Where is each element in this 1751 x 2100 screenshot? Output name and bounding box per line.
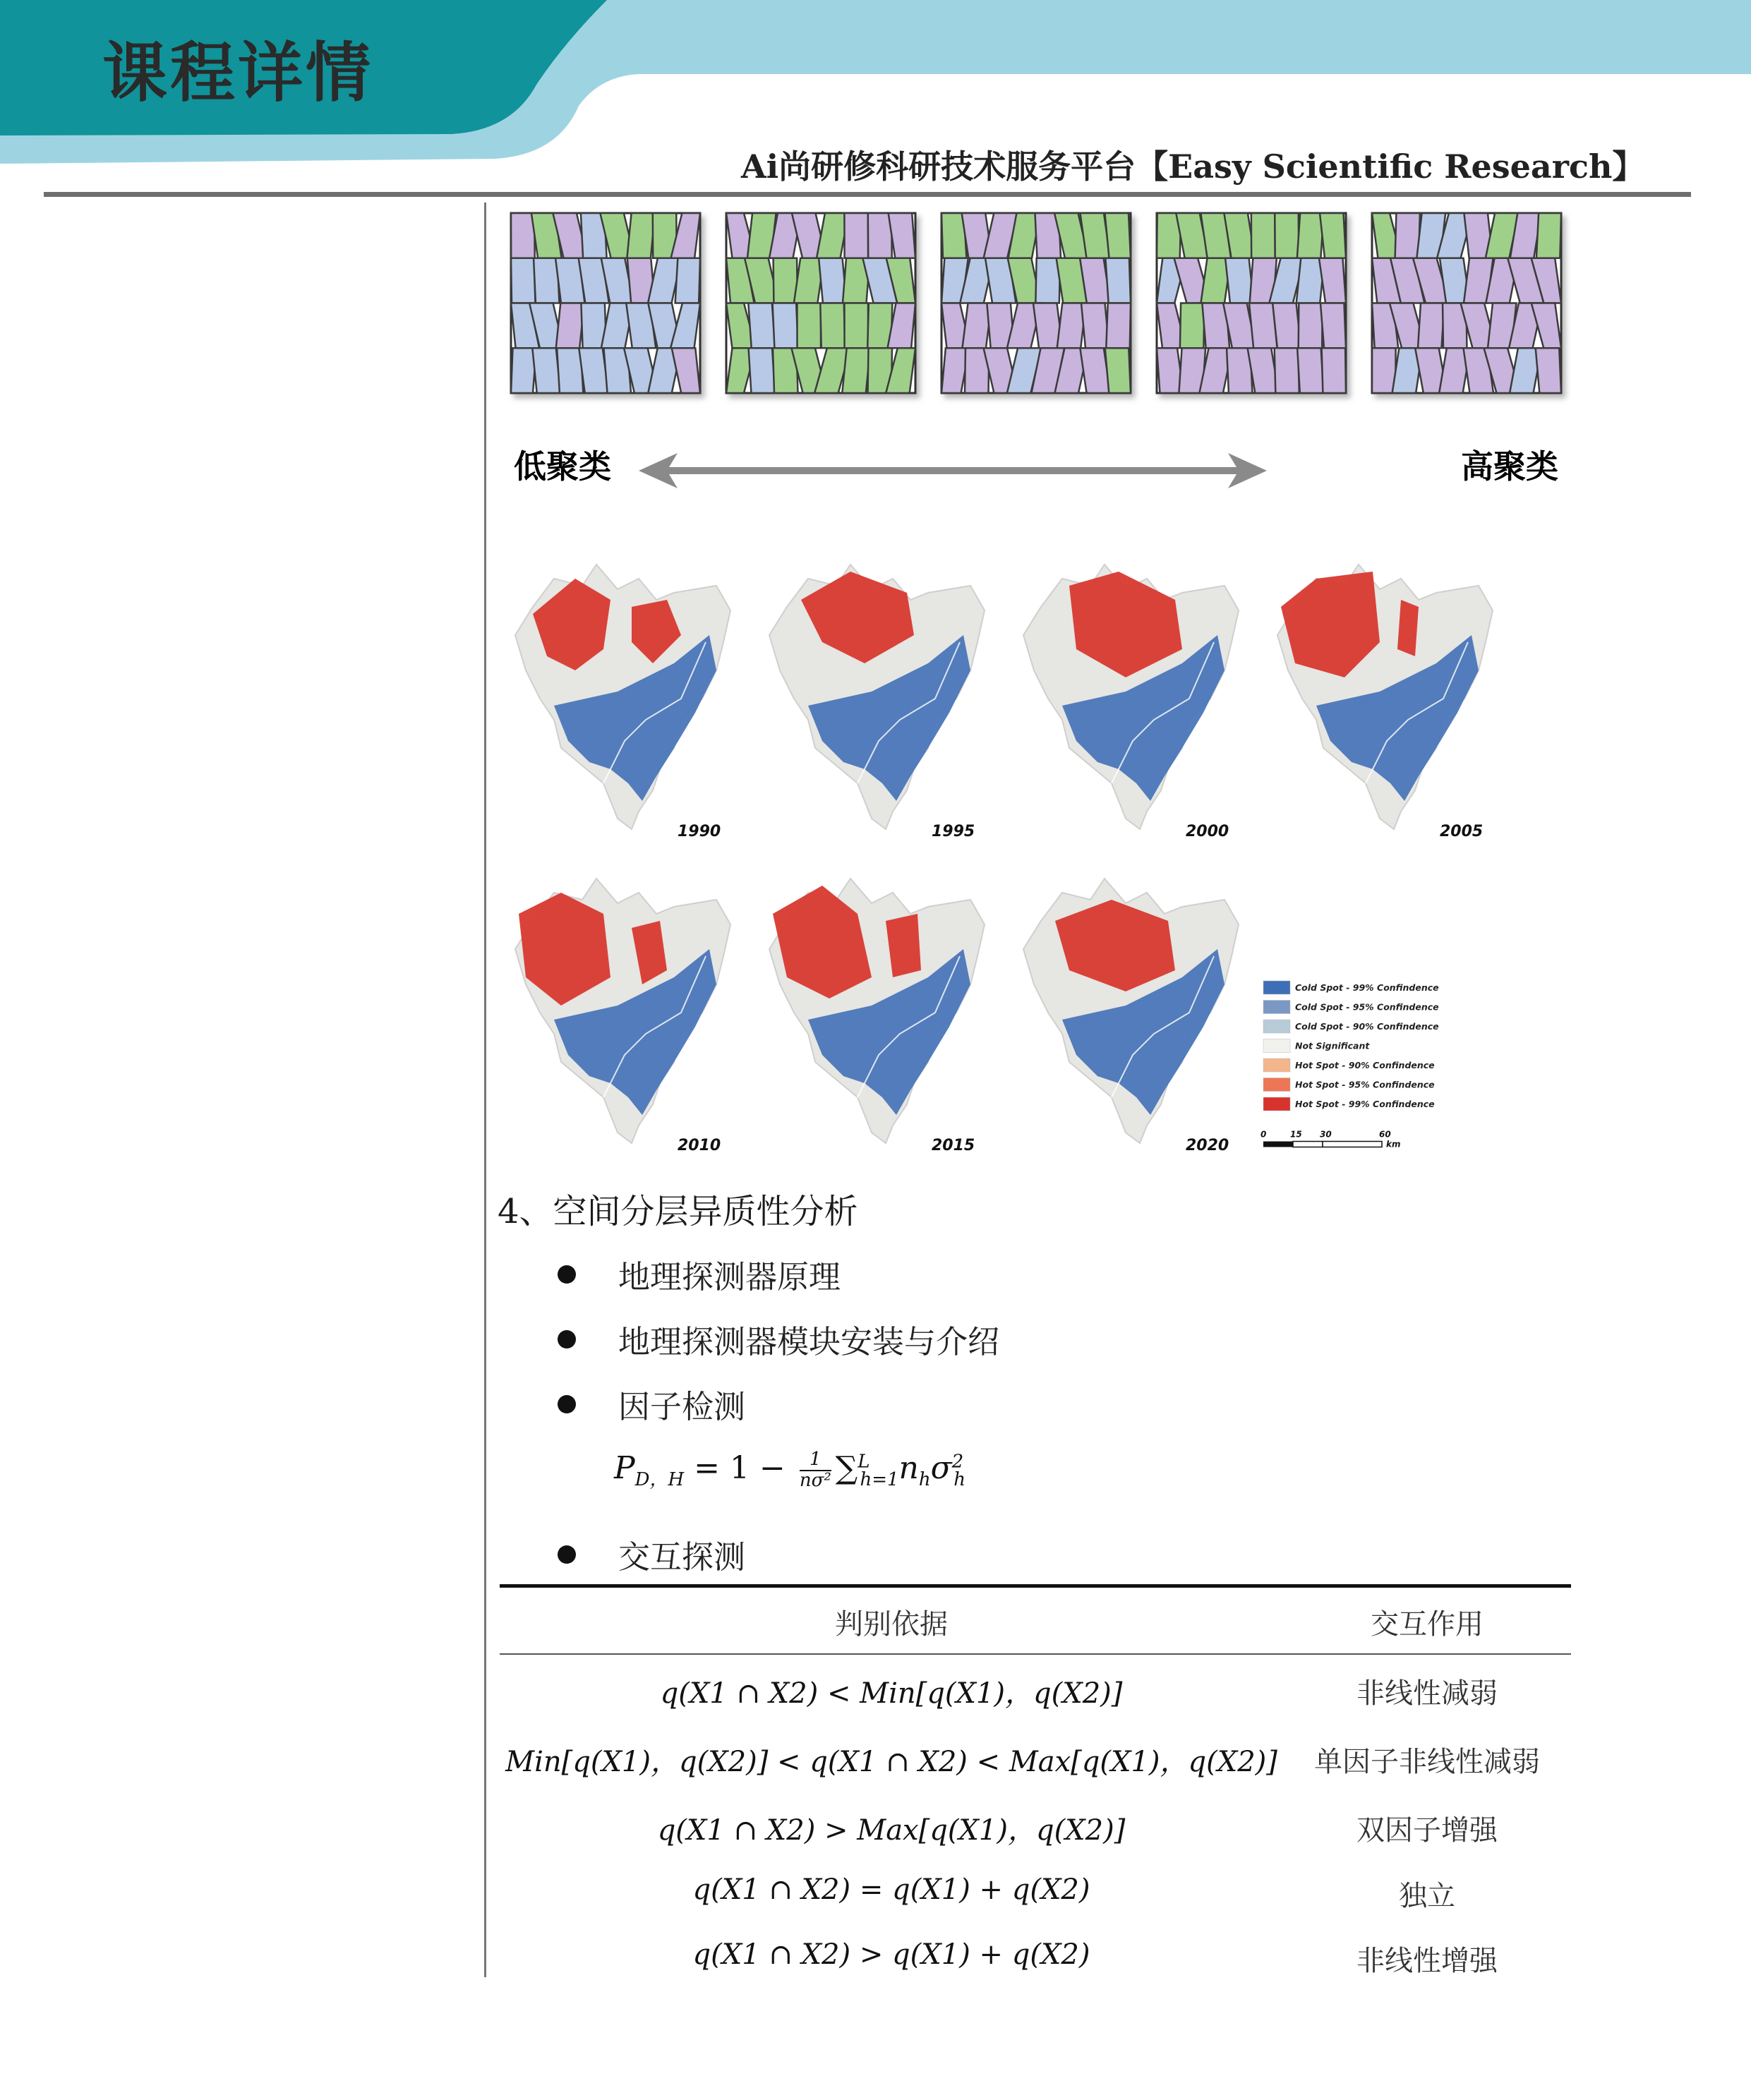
bullet-text: 地理探测器模块安装与介绍: [618, 1323, 1000, 1360]
table-top-rule: [500, 1584, 1571, 1588]
table-header-condition: 判别依据: [835, 1608, 948, 1641]
table-cell-effect: 单因子非线性减弱: [1314, 1746, 1540, 1778]
map-year-label: 1990: [678, 823, 721, 840]
table-cell-condition: q(X1 ∩ X2) = q(X1) + q(X2): [692, 1873, 1090, 1906]
map-year-label: 1995: [932, 823, 975, 840]
map-year-label: 2000: [1186, 823, 1229, 840]
hotspot-map: [515, 565, 730, 840]
table-header-effect: 交互作用: [1371, 1608, 1484, 1641]
bullet-item: [558, 1251, 841, 1297]
svg-text:km: km: [1386, 1139, 1401, 1149]
table-cell-effect: 独立: [1399, 1880, 1455, 1912]
table-cell-condition: q(X1 ∩ X2) > q(X1) + q(X2): [692, 1938, 1090, 1971]
map-year-label: 2020: [1186, 1137, 1229, 1154]
svg-text:15: 15: [1290, 1129, 1302, 1140]
legend-item: [1263, 1058, 1435, 1072]
section-heading: 4、空间分层异质性分析: [498, 1192, 858, 1231]
bullet-text: 地理探测器原理: [618, 1258, 841, 1296]
svg-text:Not Significant: Not Significant: [1295, 1040, 1370, 1051]
high-cluster-label: 高聚类: [1461, 447, 1558, 485]
header-divider: [44, 192, 1691, 197]
table-cell-condition: q(X1 ∩ X2) < Min[q(X1)，q(X2)]: [660, 1677, 1123, 1710]
table-cell-effect: 双因子增强: [1356, 1814, 1498, 1847]
svg-text:Cold Spot - 90% Confindence: Cold Spot - 90% Confindence: [1295, 1021, 1439, 1032]
svg-text:Hot Spot - 99% Confindence: Hot Spot - 99% Confindence: [1295, 1099, 1435, 1109]
left-margin-rule: [484, 203, 486, 1977]
legend-item: [1263, 1020, 1439, 1033]
map-year-label: 2015: [932, 1137, 975, 1154]
legend-item: [1263, 1078, 1435, 1092]
bullet-text: 因子检测: [618, 1388, 746, 1425]
legend-item: [1263, 1039, 1370, 1053]
svg-text:30: 30: [1320, 1129, 1332, 1140]
svg-text:Cold Spot - 99% Confindence: Cold Spot - 99% Confindence: [1295, 982, 1439, 993]
hotspot-map: [1023, 565, 1239, 840]
table-header-rule: [500, 1653, 1571, 1655]
svg-text:Hot Spot - 90% Confindence: Hot Spot - 90% Confindence: [1295, 1060, 1435, 1070]
cluster-pattern-diagram: [494, 205, 1595, 515]
table-cell-condition: q(X1 ∩ X2) > Max[q(X1)，q(X2)]: [657, 1814, 1126, 1847]
bullet-text: 交互探测: [618, 1538, 746, 1576]
bullet-item: [558, 1316, 999, 1362]
table-cell-effect: 非线性增强: [1356, 1945, 1498, 1977]
cluster-panel: [941, 213, 1131, 393]
bullet-dot: [558, 1545, 576, 1564]
low-cluster-label: 低聚类: [514, 447, 611, 485]
bullet-item: [558, 1531, 745, 1577]
legend-item: [1263, 981, 1439, 994]
platform-subtitle: Ai尚研修科研技术服务平台【Easy Scientific Research】: [741, 147, 1645, 186]
cluster-panel: [1372, 213, 1561, 393]
bullet-item: [558, 1381, 745, 1427]
svg-text:0: 0: [1260, 1129, 1267, 1140]
svg-text:60: 60: [1379, 1129, 1391, 1140]
double-arrow: [639, 453, 1267, 488]
hotspot-map: [769, 565, 985, 840]
cluster-panel: [511, 213, 700, 393]
svg-text:Cold Spot - 95% Confindence: Cold Spot - 95% Confindence: [1295, 1001, 1439, 1013]
cluster-panel: [726, 213, 915, 393]
hotspot-map: [769, 879, 985, 1154]
hotspot-map: [515, 879, 730, 1154]
scale-bar: [1260, 1130, 1400, 1149]
map-year-label: 2010: [678, 1137, 721, 1154]
bullet-dot: [558, 1395, 576, 1413]
svg-text:Hot Spot - 95% Confindence: Hot Spot - 95% Confindence: [1295, 1079, 1435, 1090]
table-cell-condition: Min[q(X1)，q(X2)] < q(X1 ∩ X2) < Max[q(X1)，q(X2)]: [505, 1746, 1277, 1778]
hotspot-legend: [1260, 981, 1439, 1149]
cluster-panel: [1157, 213, 1346, 393]
table-cell-effect: 非线性减弱: [1356, 1677, 1498, 1710]
hotspot-map: [1277, 565, 1493, 840]
legend-item: [1263, 1097, 1435, 1111]
bullet-dot: [558, 1265, 576, 1284]
map-year-label: 2005: [1440, 823, 1484, 840]
hotspot-map: [1023, 879, 1239, 1154]
page-title: 课程详情: [102, 35, 374, 111]
legend-item: [1263, 1001, 1439, 1014]
hotspot-maps: [494, 543, 1517, 1164]
factor-detection-formula: $P_{D,H} = 1$ − $\frac{1}{\text{nσ²}}$ $\sum^L_{h=1}n_h\sigma^2_h$: [614, 1449, 965, 1491]
bullet-dot: [558, 1330, 576, 1348]
